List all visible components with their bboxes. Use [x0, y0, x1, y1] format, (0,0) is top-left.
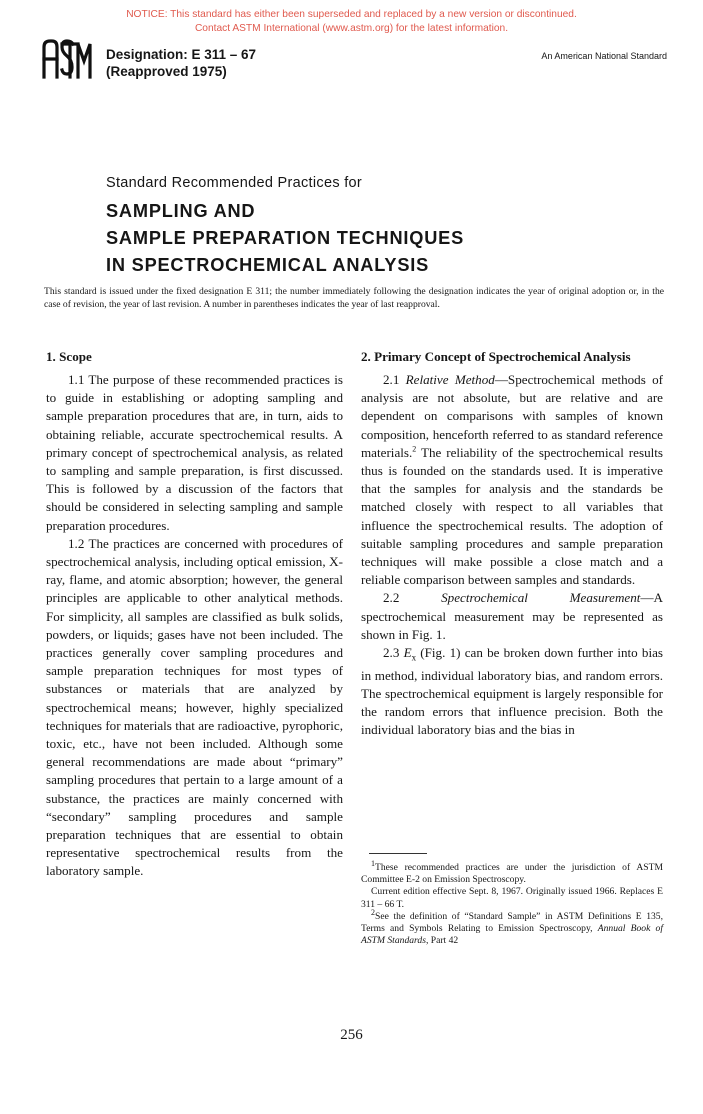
supersession-notice — [0, 8, 703, 36]
notice-line-2: Contact ASTM International (www.astm.org) for the latest information. — [194, 23, 509, 34]
footnote-1-edition: Current edition effective Sept. 8, 1967. Originally issued 1966. Replaces E 311 – 66 T. — [361, 886, 663, 910]
section-2-heading: 2. Primary Concept of Spectrochemical Analysis — [361, 349, 631, 364]
designation: Designation: E 311 – 67 — [106, 47, 257, 62]
reapproved: (Reapproved 1975) — [106, 64, 227, 79]
footnote-2: $^2$See the definition of “Standard Sample” in ASTM Definitions E 135, Terms and Symbols Relating to Emission Spectroscopy, Annual Book of ASTM Standards, Part 42 — [361, 907, 663, 947]
paragraph-2-1: 2.1 Relative Method—Spectrochemical methods of analysis are not absolute, but are relative and are dependent on comparisons with samples of known composition, henceforth referred to as standard reference materials.$^2$ The reliability of the spectrochemical results thus is founded on the standards used. It is imperative that the samples for analysis and the standards be matched closely with respect to all variables that influence the spectrochemical results. The adoption of suitable sampling procedures and sample preparation techniques will make possible a close match and a reliable comparison between samples and standards. — [361, 372, 663, 588]
issued-note: This standard is issued under the fixed designation E 311; the number immediately following the designation indicates the year of original adoption or, in the case of revision, the year of last revision. A number in parentheses indicates the year of last reapproval. — [44, 286, 664, 310]
title-subtitle: Standard Recommended Practices for — [106, 175, 363, 191]
notice-line-1: NOTICE: This standard has either been superseded and replaced by a new version or discontinued. — [126, 9, 577, 20]
title-line-1: SAMPLING AND — [106, 201, 256, 221]
title-line-3: IN SPECTROCHEMICAL ANALYSIS — [106, 255, 430, 275]
paragraph-2-3: 2.3 $E_x$ (Fig. 1) can be broken down further into bias in method, individual laboratory bias, and random errors. The spectrochemical equipment is largely responsible for the random errors that influence precision. Both the individual laboratory bias and the bias in — [361, 645, 663, 738]
astm-logo — [40, 37, 96, 86]
section-1-heading: 1. Scope — [46, 349, 92, 364]
page-number: 256 — [340, 1027, 363, 1043]
document-title — [106, 198, 464, 279]
paragraph-1-1: 1.1 The purpose of these recommended practices is to guide in establishing or adopting sampling and sample preparation procedures that are, in turn, aids to obtaining reliable, accurate spectrochemical results. A primary concept of spectrochemical analysis, as related to sampling and sample preparation, is first discussed. This is followed by a discussion of the factors that should be considered in selecting sampling and sample preparation procedures. — [46, 372, 343, 533]
american-national-standard: An American National Standard — [541, 51, 667, 61]
footnote-rule — [369, 853, 427, 854]
footnotes — [361, 858, 663, 947]
footnote-1: $^1$These recommended practices are under the jurisdiction of ASTM Committee E-2 on Emission Spectroscopy. — [361, 858, 663, 886]
term-spectrochemical-measurement: Spectrochemical Measurement — [441, 590, 641, 606]
paragraph-2-2: 2.2 Spectrochemical Measurement—A spectrochemical measurement may be represented as shown in Fig. 1. — [361, 590, 663, 642]
term-relative-method: Relative Method — [405, 372, 495, 387]
column-left — [46, 348, 343, 881]
paragraph-1-2: 1.2 The practices are concerned with procedures of spectrochemical analysis, including optical emission, X-ray, flame, and atomic absorption; however, the general principles are applicable to other analytical methods. For simplicity, all samples are classified as bulk solids, powders, or liquids; gases have not been included. The practices generally cover sampling procedures and sample preparation techniques for most types of substances or materials that are analyzed by spectrochemical means; however, highly specialized techniques for materials that are radioactive, pyrophoric, toxic, etc., have not been included. Although some general recommendations are made about “primary” sampling procedures that pertain to a large amount of a substance, the practices are mainly concerned with “secondary” sampling procedures and sample preparation techniques that are essential to obtain representative spectrochemical results from the laboratory sample. — [46, 535, 343, 879]
designation-block — [106, 46, 256, 80]
symbol-ex: E — [403, 645, 412, 661]
footnote-ref-2: 2 — [412, 444, 417, 454]
column-right — [361, 348, 663, 740]
title-line-2: SAMPLE PREPARATION TECHNIQUES — [106, 228, 465, 248]
